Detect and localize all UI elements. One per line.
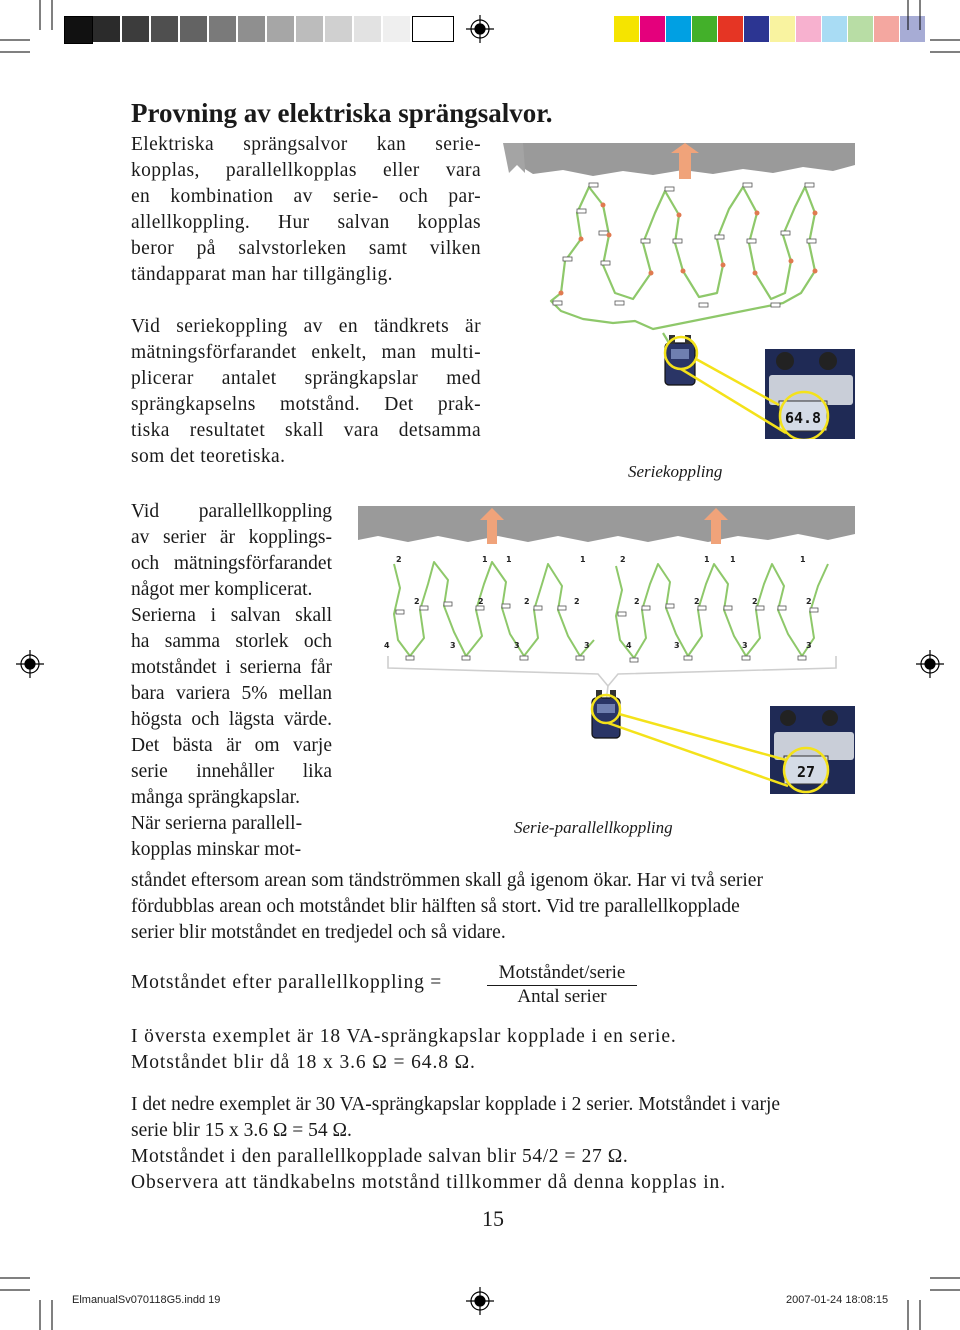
page-title: Provning av elektriska sprängsalvor. <box>131 98 553 128</box>
text-line: När serierna parallell- <box>131 813 303 834</box>
text-line: plicerar antalet sprängkapslar med <box>131 368 481 389</box>
rock-surface <box>358 506 855 542</box>
svg-text:1: 1 <box>482 555 488 564</box>
svg-text:2: 2 <box>414 597 420 606</box>
connector-dots <box>559 203 818 296</box>
svg-text:1: 1 <box>704 555 710 564</box>
text-line: Observera att tändkabelns motstånd tillkommer då denna kopplas in. <box>131 1172 726 1193</box>
svg-text:2: 2 <box>806 597 812 606</box>
text-line: mätningsförfarandet enkelt, man multi- <box>131 342 481 363</box>
text-line: I översta exemplet är 18 VA-sprängkapslar kopplade i en serie. <box>131 1026 677 1047</box>
example-1 <box>131 1024 677 1076</box>
parallel-figure <box>358 506 855 794</box>
text-line: beror på salvstorleken samt vilken <box>131 238 481 259</box>
intro-paragraph <box>131 132 481 288</box>
svg-text:2: 2 <box>620 555 626 564</box>
text-line: I det nedre exemplet är 30 VA-sprängkapslar kopplade i 2 serier. Motståndet i varje <box>131 1094 781 1115</box>
text-line: motståndet i serierna får <box>131 657 332 678</box>
meter-display: 27 <box>796 763 816 781</box>
text-line: kopplas, parallellkopplas eller vara <box>131 160 481 181</box>
svg-text:1: 1 <box>580 555 586 564</box>
text-line: Det bästa är om varje <box>131 735 332 756</box>
detonator-markers <box>553 183 816 307</box>
formula <box>131 960 651 1010</box>
series-caption: Seriekoppling <box>628 462 723 481</box>
svg-text:4: 4 <box>384 641 390 650</box>
text-line: ha samma storlek och <box>131 631 332 652</box>
svg-text:3: 3 <box>742 641 748 650</box>
rock-edge-left <box>503 143 525 173</box>
text-line: allellkoppling. Hur salvan kopplas <box>131 212 481 233</box>
footer-date: 2007-01-24 18:08:15 <box>786 1294 889 1306</box>
meter-display: 64.8 <box>784 409 822 427</box>
svg-text:2: 2 <box>478 597 484 606</box>
text-line: många sprängkapslar. <box>131 787 300 808</box>
text-line: Vid parallellkoppling <box>131 501 332 522</box>
page-number: 15 <box>482 1206 504 1231</box>
svg-text:3: 3 <box>674 641 680 650</box>
svg-text:2: 2 <box>524 597 530 606</box>
svg-text:2: 2 <box>752 597 758 606</box>
series-diagram <box>503 143 855 439</box>
parallel-caption: Serie-parallellkoppling <box>514 818 673 837</box>
svg-text:3: 3 <box>450 641 456 650</box>
text-line: serier blir motståndet en tredjedel och så vidare. <box>131 922 506 943</box>
detonator-markers <box>396 602 818 662</box>
svg-text:4: 4 <box>626 641 632 650</box>
text-line: serie innehåller lika <box>131 761 332 782</box>
text-line: serie blir 15 x 3.6 Ω = 54 Ω. <box>131 1120 352 1141</box>
series-paragraph <box>131 314 481 470</box>
text-line: sprängkapselns motstånd. Det prak- <box>131 394 481 415</box>
svg-text:1: 1 <box>506 555 512 564</box>
formula-denominator: Antal serier <box>517 986 607 1007</box>
text-line: högsta och lägsta värde. <box>131 709 332 730</box>
svg-text:2: 2 <box>634 597 640 606</box>
text-line: fördubblas arean och motståndet blir hälften så stort. Vid tre parallellkopplade <box>131 896 740 917</box>
text-line: kopplas minskar mot- <box>131 839 302 860</box>
svg-text:2: 2 <box>574 597 580 606</box>
svg-text:2: 2 <box>694 597 700 606</box>
formula-label: Motståndet efter parallellkoppling = <box>131 972 443 993</box>
svg-text:3: 3 <box>514 641 520 650</box>
example-2 <box>131 1092 780 1196</box>
text-line: Serierna i salvan skall <box>131 605 332 626</box>
text-line: bara variera 5% mellan <box>131 683 332 704</box>
text-line: som det teoretiska. <box>131 446 286 467</box>
parallel-continuation <box>131 868 763 946</box>
parallel-diagram <box>358 506 855 794</box>
text-line: tändapparat man har tillgänglig. <box>131 264 393 285</box>
text-line: något mer komplicerat. <box>131 579 313 600</box>
svg-text:1: 1 <box>730 555 736 564</box>
svg-text:3: 3 <box>584 641 590 650</box>
text-line: och mätningsförfarandet <box>131 553 332 574</box>
parallel-paragraph <box>131 499 332 863</box>
text-line: av serier är kopplings- <box>131 527 332 548</box>
text-line: ståndet eftersom arean som tändströmmen skall gå igenom ökar. Har vi två serier <box>131 870 763 891</box>
svg-text:3: 3 <box>806 641 812 650</box>
registration-mark-top <box>466 15 494 43</box>
text-line: Vid seriekoppling av en tändkrets är <box>131 316 481 337</box>
footer-filename: ElmanualSv070118G5.indd 19 <box>72 1294 221 1306</box>
text-line: en kombination av serie- och par- <box>131 186 481 207</box>
series-figure <box>503 143 855 439</box>
svg-text:2: 2 <box>396 555 402 564</box>
text-line: tiska resultatet skall vara detsamma <box>131 420 481 441</box>
formula-numerator: Motståndet/serie <box>498 962 626 983</box>
svg-text:1: 1 <box>800 555 806 564</box>
text-line: Motståndet i den parallellkopplade salvan blir 54/2 = 27 Ω. <box>131 1146 629 1167</box>
text-line: Motståndet blir då 18 x 3.6 Ω = 64.8 Ω. <box>131 1052 476 1073</box>
text-line: Elektriska sprängsalvor kan serie- <box>131 134 481 155</box>
